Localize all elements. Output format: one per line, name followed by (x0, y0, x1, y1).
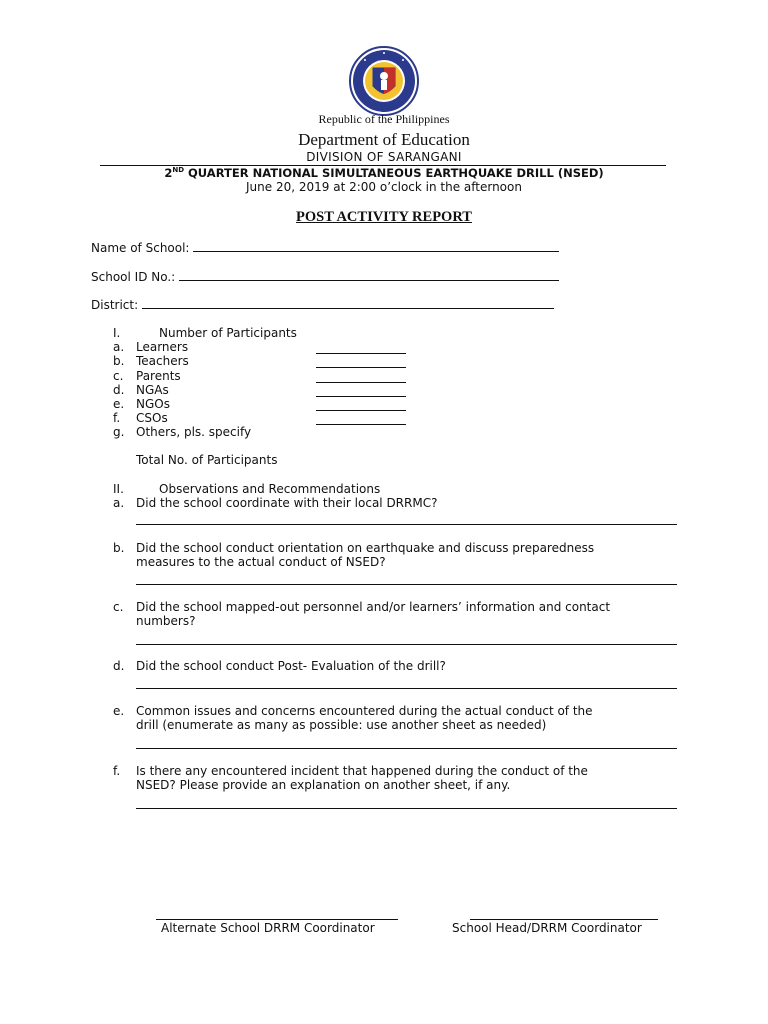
question-text-line-1: Common issues and concerns encountered during the actual conduct of the (136, 704, 593, 718)
answer-line[interactable] (136, 808, 677, 809)
answer-line[interactable] (136, 524, 677, 525)
section-1-title: Number of Participants (159, 326, 297, 340)
total-participants-label: Total No. of Participants (136, 453, 278, 467)
answer-line[interactable] (136, 748, 677, 749)
question-text-line-1: Did the school mapped-out personnel and/or learners’ information and contact (136, 600, 611, 614)
participant-label: Others, pls. specify (136, 425, 252, 439)
question-letter: f. (113, 764, 121, 778)
school-id-label: School ID No.: (91, 270, 176, 284)
answer-line[interactable] (136, 688, 677, 689)
participant-count-blank[interactable] (316, 343, 406, 354)
district-label: District: (91, 298, 139, 312)
participant-letter: f. (113, 411, 121, 425)
question-letter: a. (113, 496, 125, 510)
division-label: DIVISION OF SARANGANI (306, 150, 462, 164)
signature-line-right[interactable] (470, 919, 658, 920)
participant-label: Parents (136, 369, 181, 383)
drill-ordinal-suffix: ND (172, 166, 185, 175)
question-text-line-2: measures to the actual conduct of NSED? (136, 555, 386, 569)
participant-label: CSOs (136, 411, 168, 425)
school-name-label: Name of School: (91, 241, 190, 255)
republic-label: Republic of the Philippines (318, 112, 450, 126)
question-text-line-1: Did the school conduct orientation on earthquake and discuss preparedness (136, 541, 595, 555)
signature-label-left: Alternate School DRRM Coordinator (161, 921, 375, 935)
school-name-blank[interactable] (193, 241, 559, 252)
department-title: Department of Education (298, 130, 470, 149)
participant-letter: d. (113, 383, 125, 397)
question-text-line-1: Is there any encountered incident that happened during the conduct of the (136, 764, 588, 778)
drill-ordinal: 2 (164, 166, 173, 180)
participant-count-blank[interactable] (316, 386, 406, 397)
question-text: Did the school conduct Post- Evaluation of the drill? (136, 659, 446, 673)
section-1-number: I. (113, 326, 121, 340)
deped-seal (337, 46, 431, 116)
section-2-number: II. (113, 482, 124, 496)
participant-count-blank[interactable] (316, 372, 406, 383)
signature-line-left[interactable] (156, 919, 398, 920)
question-letter: b. (113, 541, 125, 555)
answer-line[interactable] (136, 584, 677, 585)
question-text-line-2: numbers? (136, 614, 196, 628)
report-title: POST ACTIVITY REPORT (296, 209, 472, 225)
question-letter: e. (113, 704, 125, 718)
participant-letter: c. (113, 369, 124, 383)
district-field[interactable] (91, 298, 554, 312)
answer-line[interactable] (136, 644, 677, 645)
school-id-field[interactable] (91, 270, 559, 284)
participant-label: Learners (136, 340, 189, 354)
drill-title-text: QUARTER NATIONAL SIMULTANEOUS EARTHQUAKE DRILL (NSED) (184, 166, 604, 180)
participant-label: NGOs (136, 397, 170, 411)
drill-title (0, 166, 768, 180)
question-text: Did the school coordinate with their local DRRMC? (136, 496, 438, 510)
participant-letter: a. (113, 340, 125, 354)
participant-letter: b. (113, 354, 125, 368)
participant-count-blank[interactable] (316, 400, 406, 411)
question-letter: d. (113, 659, 125, 673)
participant-letter: g. (113, 425, 125, 439)
question-text-line-2: NSED? Please provide an explanation on another sheet, if any. (136, 778, 511, 792)
participant-label: NGAs (136, 383, 169, 397)
drill-date: June 20, 2019 at 2:00 o’clock in the afternoon (246, 180, 522, 194)
question-text-line-2: drill (enumerate as many as possible: use another sheet as needed) (136, 718, 547, 732)
question-letter: c. (113, 600, 124, 614)
school-id-blank[interactable] (179, 270, 559, 281)
participant-count-blank[interactable] (316, 414, 406, 425)
district-blank[interactable] (142, 298, 554, 309)
participant-letter: e. (113, 397, 125, 411)
school-name-field[interactable] (91, 241, 559, 255)
section-2-title: Observations and Recommendations (159, 482, 381, 496)
participant-count-blank[interactable] (316, 357, 406, 368)
participant-label: Teachers (136, 354, 189, 368)
signature-label-right: School Head/DRRM Coordinator (452, 921, 642, 935)
